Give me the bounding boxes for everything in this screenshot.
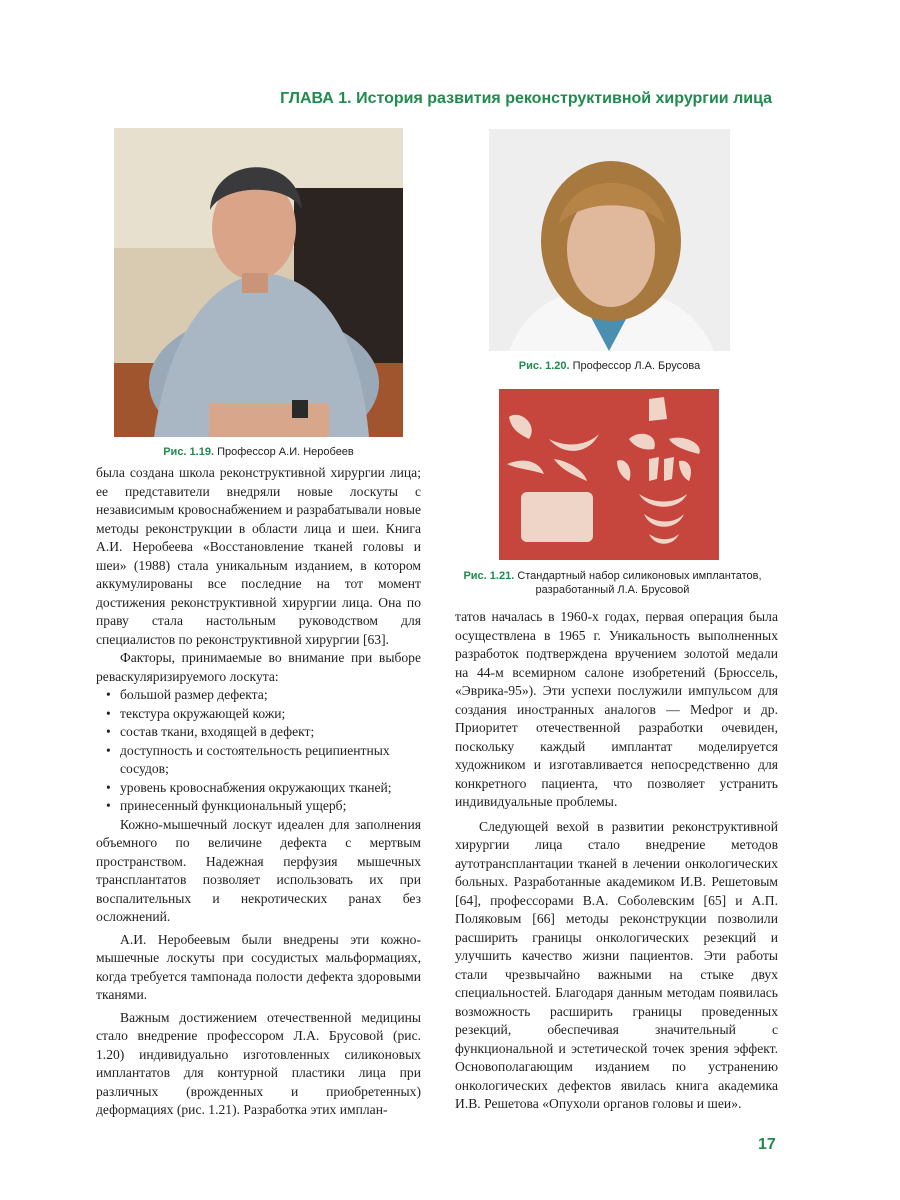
list-item: • текстура окружающей кожи; bbox=[96, 705, 421, 724]
paragraph: Следующей вехой в развитии реконструктивной хирургии лица стало внедрение методов аутотрансплантации тканей в лечении онкологических больных. Разработанные академиком И.В. Решетовым [64], профессорами В.А. Соболевским [65] и А.П. Поляковым [66] методы реконструкции позволили расширить границы онкологических резекций и улучшить качество жизни пациентов. Эти работы стали чрезвычайно важными на стыке двух специальностей. Благодаря данным методам появилась возможность расширить границы проведенных резекций, обеспечивая значительный с функциональной и эстетической точек зрения эффект. Основополагающим изданием по устранению онкологических дефектов явилась книга академика И.В. Решетова «Опухоли органов головы и шеи». bbox=[455, 818, 778, 1111]
list-item: • состав ткани, входящей в дефект; bbox=[96, 723, 421, 742]
caption-label: Рис. 1.21. bbox=[463, 570, 515, 582]
paragraph: Факторы, принимаемые во внимание при выборе реваскуляризируемого лоскута: bbox=[96, 650, 421, 684]
list-item: • большой размер дефекта; bbox=[96, 686, 421, 705]
photo-silicone-implants bbox=[499, 389, 719, 560]
chapter-header: ГЛАВА 1. История развития реконструктивной хирургии лица bbox=[280, 90, 772, 107]
paragraph: татов началась в 1960-х годах, первая операция была осуществлена в 1965 г. Уникальность выполненных разработок подтверждена вручением золотой медали на 44-м всемирном салоне изобретений (Брюссель, «Эврика-95»). Эти успехи послужили импульсом для создания иностранных аналогов — Medpor и др. Приоритет отечественной разработки очевиден, поскольку каждый имплантат моделируется художником и изготавливается непосредственно для конкретного пациента, что позволяет устранить индивидуальные проблемы. bbox=[455, 609, 778, 809]
left-column bbox=[96, 464, 421, 1120]
list-item: • принесенный функциональный ущерб; bbox=[96, 797, 421, 816]
factor-list bbox=[96, 686, 421, 816]
list-item: • доступность и состоятельность реципиентных сосудов; bbox=[96, 742, 421, 779]
caption-text-line1: Стандартный набор силиконовых имплантатов, bbox=[517, 570, 762, 582]
paragraph: Кожно-мышечный лоскут идеален для заполнения объемного по величине дефекта с мертвым пространством. Надежная перфузия мышечных трансплантатов позволяет использовать их при воспалительных и некротических ранах без осложнений. bbox=[96, 816, 421, 924]
caption-text-line2: разработанный Л.А. Брусовой bbox=[535, 584, 690, 596]
caption-fig-1-20 bbox=[489, 360, 730, 372]
paragraph: А.И. Неробеевым были внедрены эти кожно-мышечные лоскуты при сосудистых мальформациях, когда требуется тампонада полости дефекта здоровыми тканями. bbox=[96, 931, 421, 1002]
photo-nerobeev bbox=[114, 128, 403, 437]
list-item: • уровень кровоснабжения окружающих тканей; bbox=[96, 779, 421, 798]
caption-text: Профессор А.И. Неробеев bbox=[217, 446, 354, 458]
caption-fig-1-19 bbox=[114, 446, 403, 458]
caption-fig-1-21 bbox=[445, 569, 780, 597]
caption-text: Профессор Л.А. Брусова bbox=[572, 360, 701, 372]
photo-brusova bbox=[489, 129, 730, 351]
paragraph: Важным достижением отечественной медицины стало внедрение профессором Л.А. Брусовой (рис. 1.20) индивидуально изготовленных силиконовых имплантатов для контурной пластики лица при различных (врожденных и приобретенных) деформациях (рис. 1.21). Разработка этих имплан- bbox=[96, 1009, 421, 1117]
caption-label: Рис. 1.20. bbox=[518, 360, 570, 372]
page-number: 17 bbox=[758, 1136, 776, 1153]
paragraph: была создана школа реконструктивной хирургии лица; ее представители внедряли новые лоскуты с независимым кровоснабжением и разрабатывали новые методы реконструкции в области лица и шеи. Книга А.И. Неробеева «Восстановление тканей головы и шеи» (1988) стала уникальным изданием, в котором аккумулированы все последние на тот момент достижения реконструктивной хирургии лица. Она по праву стала настольным руководством для специалистов по реконструктивной хирургии [63]. bbox=[96, 465, 421, 647]
caption-label: Рис. 1.19. bbox=[163, 446, 215, 458]
right-column bbox=[455, 608, 778, 1114]
